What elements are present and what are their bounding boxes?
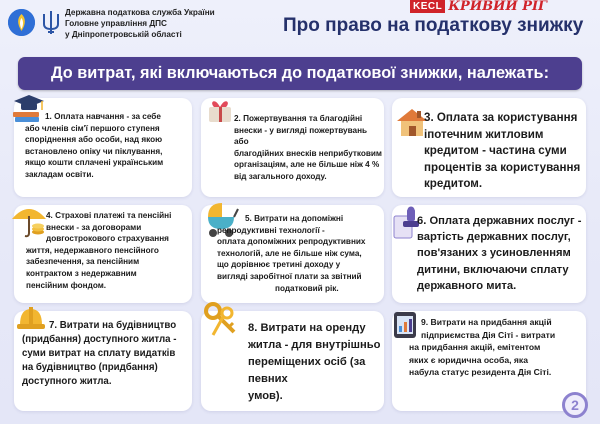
card-5-line: 5. Витрати на допоміжні [245, 214, 344, 223]
card-mortgage [392, 98, 586, 197]
org-line-1: Державна податкова служба України [65, 8, 215, 17]
card-4-line: внески - за договорами [46, 222, 142, 232]
header [0, 0, 600, 50]
card-2-line: від загального доходу. [234, 171, 327, 181]
card-6-line: дитини, включаючи сплату [417, 263, 569, 276]
corner-badge: 2 [562, 392, 588, 418]
card-1-line: або членів сім'ї першого ступеня [25, 123, 160, 133]
card-7-text [22, 319, 192, 389]
card-5-line: репродуктивні технології - [217, 225, 325, 235]
card-2-text [234, 113, 382, 183]
card-7-line: 7. Витрати на будівництво [49, 320, 177, 331]
card-5-text [217, 213, 382, 294]
banner-text: До витрат, які включаються до податкової знижки, належать: [51, 64, 549, 82]
card-4-line: життя, недержавного пенсійного [26, 245, 159, 255]
card-education [14, 98, 192, 197]
card-3-line: кредитом. [424, 177, 483, 190]
card-3-line: кредитом - частина суми [424, 144, 567, 157]
organization-name [65, 7, 215, 40]
card-9-text [409, 316, 586, 379]
brand-box: KECL [410, 0, 445, 13]
card-4-line: 4. Страхові платежі та пенсійні [46, 211, 172, 220]
card-4-line: довгострокового страхування [46, 234, 169, 244]
section-banner [18, 57, 582, 90]
card-6-line: 6. Оплата державних послуг - [417, 215, 582, 227]
card-7-line: на будівництво (придбання) [22, 362, 158, 373]
card-3-line: процентів за користування [424, 160, 581, 174]
card-2-line: внески - у вигляді пожертвувань або [234, 125, 368, 147]
card-8-line: 8. Витрати на оренду [248, 322, 366, 334]
brand-watermark [410, 0, 547, 13]
card-5-line: оплата допоміжних репродуктивних [217, 237, 366, 247]
card-9-line: яких є юридична особа, яка [409, 354, 528, 365]
card-9-line: набула статус резидента Дія Сіті. [409, 367, 552, 378]
card-4-line: контрактом з недержавним [26, 268, 137, 278]
card-2-line: благодійних внесків неприбутковим [234, 148, 382, 158]
card-1-line: встановлено опіку чи піклування, [25, 146, 163, 156]
card-6-line: пов'язаних з усиновленням [417, 247, 571, 260]
card-insurance [14, 205, 192, 303]
card-5-line: технологій, але не більше ніж сума, [217, 248, 362, 258]
card-rent [201, 311, 384, 411]
card-donations [201, 98, 384, 197]
card-6-line: державного мита. [417, 279, 517, 292]
card-5-line: вигляді заробітної плати за звітний [217, 271, 362, 281]
card-1-line: якщо кошти сплачені українським [25, 158, 164, 168]
card-7-line: суми витрат на сплату видатків [22, 348, 176, 359]
brand-name: КРИВИЙ РІГ [448, 0, 548, 14]
card-2-line: 2. Пожертвування та благодійні [234, 114, 363, 123]
card-1-text [25, 111, 191, 181]
card-6-text [417, 213, 586, 294]
card-8-line: житла - для внутрішньо [248, 339, 381, 351]
card-5-line: що дорівнює третині доходу у [217, 260, 341, 270]
card-5-line: податковий рік. [275, 283, 339, 293]
card-6-line: вартість державних послуг, [417, 231, 571, 244]
gift-box-heart-icon [205, 95, 235, 130]
card-4-line: забезпечення, за пенсійним [26, 257, 140, 267]
card-9-line: на придбання акцій, емітентом [409, 342, 541, 353]
trident-emblem-icon [42, 10, 60, 35]
card-1-line: закладам освіти. [25, 169, 94, 179]
card-7-line: (придбання) доступного житла - [22, 334, 177, 345]
card-2-line: організаціям, але не більше ніж 4 % [234, 160, 380, 170]
card-7-line: доступного житла. [22, 376, 112, 387]
keys-icon [203, 301, 239, 346]
dps-logo-icon [8, 9, 35, 36]
card-8-line: переміщених осіб (за певних [248, 356, 366, 385]
card-state-services [392, 205, 586, 303]
card-4-line: пенсійним фондом. [26, 280, 107, 290]
card-1-line: споріднення або особи, над якою [25, 135, 163, 145]
card-4-text [26, 210, 192, 291]
card-8-text [248, 320, 384, 405]
org-line-3: у Дніпропетровській області [65, 30, 182, 39]
card-1-line: 1. Оплата навчання - за себе [45, 112, 161, 121]
org-line-2: Головне управління ДПС [65, 19, 167, 28]
card-3-line: 3. Оплата за користування [424, 111, 578, 124]
page-title: Про право на податкову знижку [283, 15, 584, 36]
card-diia-city [392, 311, 586, 411]
card-3-text [424, 110, 586, 193]
card-reproductive [201, 205, 384, 303]
card-affordable-housing [14, 311, 192, 411]
card-9-line: 9. Витрати на придбання акцій [421, 317, 552, 327]
card-3-line: іпотечним житловим [424, 127, 544, 141]
card-9-line: підприємства Дія Сіті - витрати [421, 329, 556, 340]
card-8-line: умов). [248, 390, 283, 402]
